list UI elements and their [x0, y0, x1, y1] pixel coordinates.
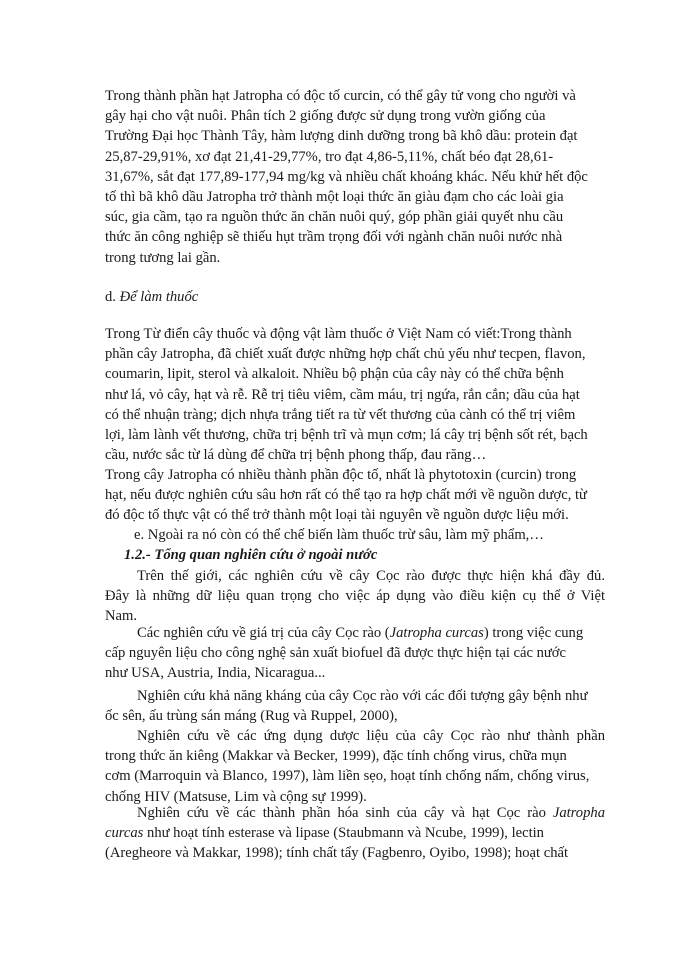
text-line: [105, 623, 605, 643]
text-line: hạt, nếu được nghiên cứu sâu hơn rất có thể tạo ra hợp chất mới về nguồn dược, từ: [105, 487, 587, 504]
text-line: gây hại cho vật nuôi. Phân tích 2 giống được sử dụng trong vườn giống của: [105, 108, 546, 125]
section-d-label: d.: [105, 289, 116, 305]
text-line: Trong cây Jatropha có nhiều thành phần độc tố, nhất là phytotoxin (curcin) trong: [105, 467, 577, 483]
text-line: trong thức ăn kiêng (Makkar và Becker, 1999), đặc tính chống virus, chữa mụn: [105, 748, 567, 765]
text-line: Nam.: [105, 608, 138, 625]
text-line: có thể nhuận tràng; dịch nhựa trắng tiết ra từ vết thương của cành có thể trị viêm: [105, 406, 576, 423]
text-line: 25,87-29,91%, xơ đạt 21,41-29,77%, tro đạt 4,86-5,11%, chất béo đạt 28,61-: [105, 148, 554, 165]
text-run: Nghiên cứu về các thành phần hóa sinh của cây và hạt Cọc rào: [137, 805, 553, 821]
item-e: e. Ngoài ra nó còn có thể chế biến làm thuốc trừ sâu, làm mỹ phẩm,…: [134, 527, 544, 543]
text-line: Trên thế giới, các nghiên cứu về cây Cọc rào được thực hiện khá đầy đủ.: [137, 568, 605, 584]
species-name: Jatropha: [552, 805, 605, 821]
text-run: như hoạt tính esterase và lipase (Staubmann và Ncube, 1999), lectin: [143, 825, 544, 842]
paragraph-toxin-nutrition: [105, 86, 605, 268]
text-line: [105, 803, 605, 823]
text-line: Trong thành phần hạt Jatropha có độc tố curcin, có thể gây tử vong cho người và: [105, 88, 576, 104]
text-line: Nghiên cứu về các ứng dụng dược liệu của cây Cọc rào như thành phần: [137, 728, 605, 744]
text-line: cầu, nước sắc từ lá dùng để chữa trị bệnh phong thấp, đau răng…: [105, 447, 487, 464]
text-line: coumarin, lipit, sterol và alkaloit. Nhiều bộ phận của cây này có thể chữa bệnh: [105, 366, 564, 383]
text-line: lợi, làm lành vết thương, chữa trị bệnh trĩ và mụn cơm; lá cây trị bệnh sốt rét, bạch: [105, 426, 588, 443]
text-line: phần cây Jatropha, đã chiết xuất được những hợp chất chủ yếu như tecpen, flavon,: [105, 346, 586, 363]
text-run: Các nghiên cứu về giá trị của cây Cọc rào (: [137, 625, 390, 641]
section-1-2-heading: 1.2.- Tổng quan nghiên cứu ở ngoài nước: [124, 547, 378, 563]
paragraph-world-research: [105, 566, 605, 627]
text-line: như USA, Austria, India, Nicaragua...: [105, 665, 326, 682]
text-line: súc, gia cầm, tạo ra nguồn thức ăn chăn nuôi quý, góp phần giải quyết nhu cầu: [105, 209, 564, 226]
text-line: cấp nguyên liệu cho công nghệ sản xuất biofuel đã được thực hiện tại các nước: [105, 645, 567, 662]
paragraph-pharmaceutical: [105, 726, 605, 807]
text-line: Đây là những dữ liệu quan trọng cho việc áp dụng vào điều kiện cụ thể ở Việt: [105, 588, 605, 605]
text-line: tố thì bã khô dầu Jatropha trở thành một loại thức ăn giàu đạm cho các loài gia: [105, 188, 564, 205]
paragraph-biochemistry: [105, 803, 605, 864]
text-line: trong tương lai gần.: [105, 249, 221, 266]
text-line: cơm (Marroquin và Blanco, 1997), làm liền sẹo, hoạt tính chống nấm, chống virus,: [105, 768, 590, 785]
section-d-title: Để làm thuốc: [119, 289, 199, 305]
text-line: Trong Từ điển cây thuốc và động vật làm thuốc ở Việt Nam có viết:Trong thành: [105, 326, 572, 342]
section-d-heading: [105, 287, 198, 307]
text-line: (Aregheore và Makkar, 1998); tính chất tẩy (Fagbenro, Oyibo, 1998); hoạt chất: [105, 845, 569, 862]
text-line: 31,67%, sắt đạt 177,89-177,94 mg/kg và nhiều chất khoáng khác. Nếu khử hết độc: [105, 168, 588, 185]
paragraph-phytotoxin: [105, 465, 605, 526]
species-name: curcas: [105, 825, 144, 842]
paragraph-biofuel: [105, 623, 605, 684]
text-line: ốc sên, ấu trùng sán máng (Rug và Ruppel, 2000),: [105, 708, 398, 725]
species-name: Jatropha curcas: [389, 625, 484, 641]
paragraph-resistance: [105, 686, 605, 726]
text-line: thức ăn công nghiệp sẽ thiếu hụt trầm trọng đối với ngành chăn nuôi nước nhà: [105, 229, 563, 246]
text-line: đó độc tố thực vật có thể trở thành một loại tài nguyên về nguồn dược liệu mới.: [105, 507, 569, 524]
text-line: [105, 823, 605, 843]
text-run: ) trong việc cung: [483, 625, 584, 641]
text-line: chống HIV (Matsuse, Lim và cộng sự 1999).: [105, 788, 367, 805]
paragraph-medicinal-uses: [105, 324, 605, 465]
text-line: như lá, vỏ cây, hạt và rễ. Rễ trị tiêu viêm, cầm máu, trị ngứa, rắn cắn; dầu của hạt: [105, 386, 580, 403]
text-line: Trường Đại học Thành Tây, hàm lượng dinh dưỡng trong bã khô dầu: protein đạt: [105, 128, 578, 145]
text-line: Nghiên cứu khả năng kháng của cây Cọc rào với các đối tượng gây bệnh như: [137, 688, 588, 704]
